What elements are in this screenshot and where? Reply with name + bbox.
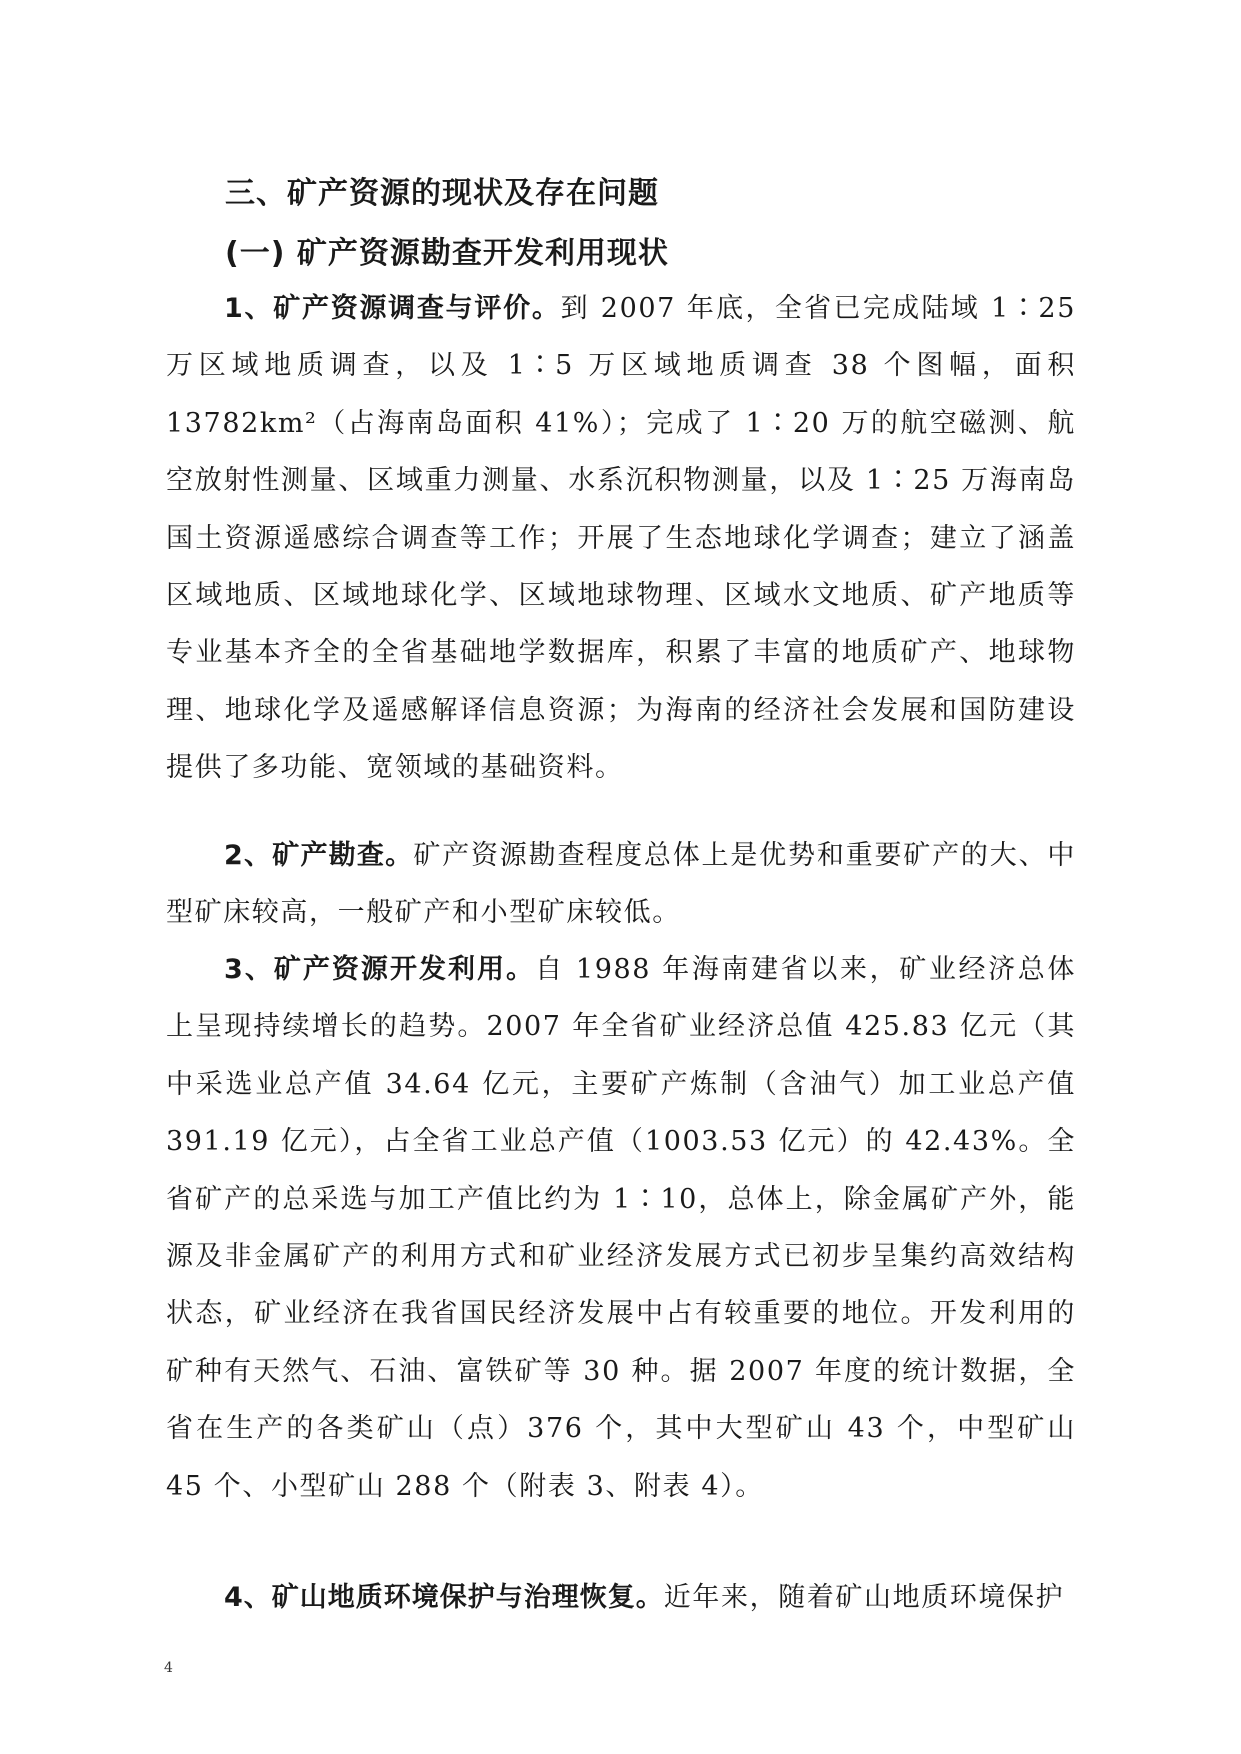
paragraph-lead: 1、矿产资源调查与评价。 <box>224 293 561 324</box>
subsection-heading: (一) 矿产资源勘查开发利用现状 <box>225 236 669 271</box>
paragraph-lead: 4、矿山地质环境保护与治理恢复。 <box>224 1582 664 1613</box>
paragraph-exploration <box>166 827 1076 942</box>
paragraph-lead: 3、矿产资源开发利用。 <box>224 954 536 985</box>
paragraph-environment-protection <box>166 1569 1076 1626</box>
paragraph-body: 矿产资源勘查程度总体上是优势和重要矿产的大、中型矿床较高，一般矿产和小型矿床较低。 <box>166 840 1076 929</box>
paragraph-body: 到 2007 年底，全省已完成陆域 1∶25 万区域地质调查，以及 1∶5 万区域地质调查 38 个图幅，面积 13782km²（占海南岛面积 41%）；完成了 1∶20 万的航空磁测、航空放射性测量、区域重力测量、水系沉积物测量，以及 1∶25 万海南岛国土资源遥感综合调查等工作；开展了生态地球化学调查；建立了涵盖区域地质、区域地球化学、区域地球物理、区域水文地质、矿产地质等专业基本齐全的全省基础地学数据库，积累了丰富的地质矿产、地球物理、地球化学及遥感解译信息资源；为海南的经济社会发展和国防建设提供了多功能、宽领域的基础资料。 <box>166 293 1076 784</box>
paragraph-body: 自 1988 年海南建省以来，矿业经济总体上呈现持续增长的趋势。2007 年全省矿业经济总值 425.83 亿元（其中采选业总产值 34.64 亿元，主要矿产炼制（含油气）加工业总产值 391.19 亿元），占全省工业总产值（1003.53 亿元）的 42.43%。全省矿产的总采选与加工产值比约为 1∶10，总体上，除金属矿产外，能源及非金属矿产的利用方式和矿业经济发展方式已初步呈集约高效结构状态，矿业经济在我省国民经济发展中占有较重要的地位。开发利用的矿种有天然气、石油、富铁矿等 30 种。据 2007 年度的统计数据，全省在生产的各类矿山（点）376 个，其中大型矿山 43 个，中型矿山 45 个、小型矿山 288 个（附表 3、附表 4）。 <box>166 954 1076 1502</box>
paragraph-lead: 2、矿产勘查。 <box>224 840 414 871</box>
section-heading: 三、矿产资源的现状及存在问题 <box>225 176 659 211</box>
paragraph-development-utilization <box>166 941 1076 1515</box>
paragraph-body: 近年来，随着矿山地质环境保护 <box>663 1582 1065 1613</box>
paragraph-survey-evaluation <box>166 280 1076 797</box>
page-number: 4 <box>164 1660 173 1676</box>
